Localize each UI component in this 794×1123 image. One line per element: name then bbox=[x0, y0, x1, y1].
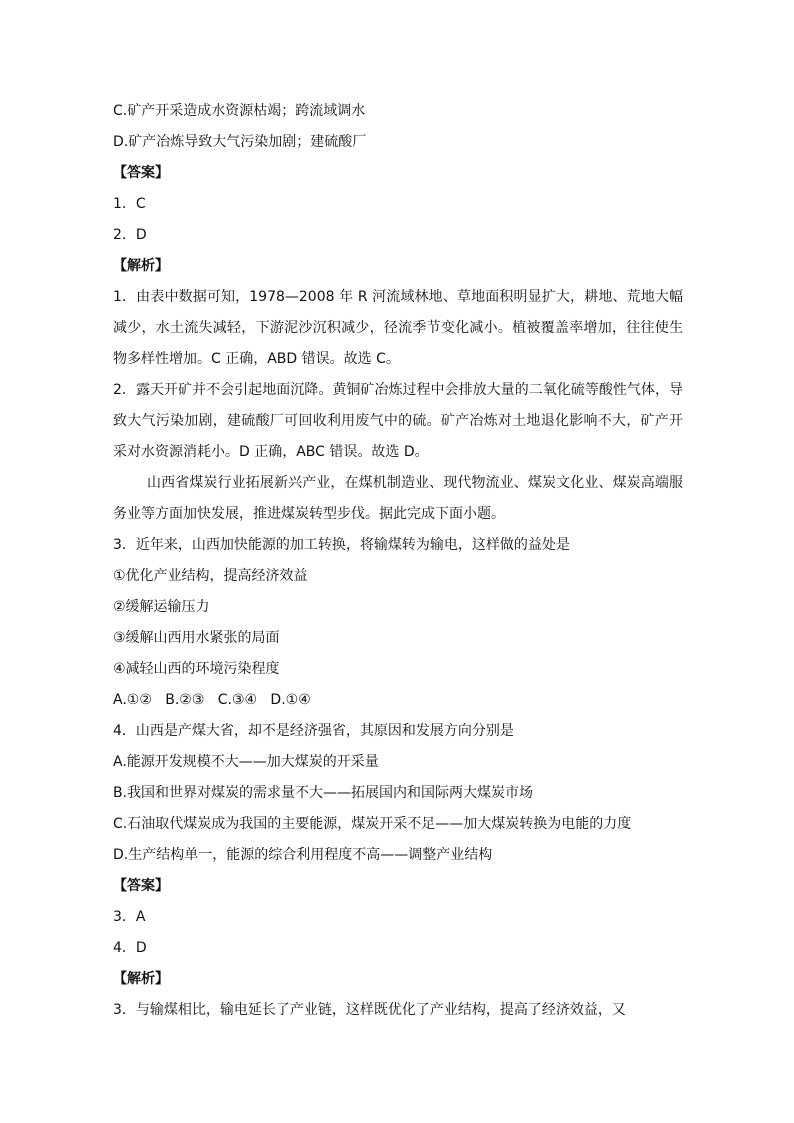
question-intro: 山西省煤炭行业拓展新兴产业，在煤机制造业、现代物流业、煤炭文化业、煤炭高端服务业等方面加快发展，推进煤炭转型步伐。据此完成下面小题。 bbox=[113, 475, 683, 522]
q4-option-c: C.石油取代煤炭成为我国的主要能源，煤炭开采不足——加大煤炭转换为电能的力度 bbox=[113, 816, 632, 832]
answer-heading-2: 【答案】 bbox=[113, 878, 169, 894]
q3-item-1: ①优化产业结构，提高经济效益 bbox=[113, 568, 308, 584]
analysis-2: 2．露天开矿并不会引起地面沉降。黄铜矿冶炼过程中会排放大量的二氧化硫等酸性气体，导致大气污染加剧，建硫酸厂可回收利用废气中的硫。矿产冶炼对土地退化影响不大，矿产开采对水资源消耗小。D 正确，ABC 错误。故选 D。 bbox=[113, 382, 683, 460]
q3-item-4: ④减轻山西的环境污染程度 bbox=[113, 661, 280, 677]
answer-4: 4．D bbox=[113, 940, 147, 956]
q4-option-d: D.生产结构单一，能源的综合利用程度不高——调整产业结构 bbox=[113, 847, 493, 863]
analysis-heading: 【解析】 bbox=[113, 258, 169, 274]
q3-options: A.①② B.②③ C.③④ D.①④ bbox=[113, 692, 311, 708]
answer-heading: 【答案】 bbox=[113, 165, 169, 181]
q1-option-d: D.矿产冶炼导致大气污染加剧；建硫酸厂 bbox=[113, 134, 367, 150]
document-page bbox=[113, 96, 683, 1026]
question-3: 3．近年来，山西加快能源的加工转换，将输煤转为输电，这样做的益处是 bbox=[113, 537, 570, 553]
answer-2: 2．D bbox=[113, 227, 147, 243]
q1-option-c: C.矿产开采造成水资源枯竭；跨流域调水 bbox=[113, 103, 366, 119]
analysis-3: 3．与输煤相比，输电延长了产业链，这样既优化了产业结构，提高了经济效益，又 bbox=[113, 1002, 626, 1018]
question-4: 4．山西是产煤大省，却不是经济强省，其原因和发展方向分别是 bbox=[113, 723, 514, 739]
q3-item-2: ②缓解运输压力 bbox=[113, 599, 210, 615]
answer-3: 3．A bbox=[113, 909, 146, 925]
q4-option-b: B.我国和世界对煤炭的需求量不大——拓展国内和国际两大煤炭市场 bbox=[113, 785, 534, 801]
q4-option-a: A.能源开发规模不大——加大煤炭的开采量 bbox=[113, 754, 379, 770]
q3-item-3: ③缓解山西用水紧张的局面 bbox=[113, 630, 280, 646]
analysis-heading-2: 【解析】 bbox=[113, 971, 169, 987]
answer-1: 1．C bbox=[113, 196, 146, 212]
analysis-1: 1．由表中数据可知，1978—2008 年 R 河流域林地、草地面积明显扩大，耕地、荒地大幅减少，水土流失减轻，下游泥沙沉积减少，径流季节变化减小。植被覆盖率增加，往往使生物多样性增加。C 正确，ABD 错误。故选 C。 bbox=[113, 289, 683, 367]
